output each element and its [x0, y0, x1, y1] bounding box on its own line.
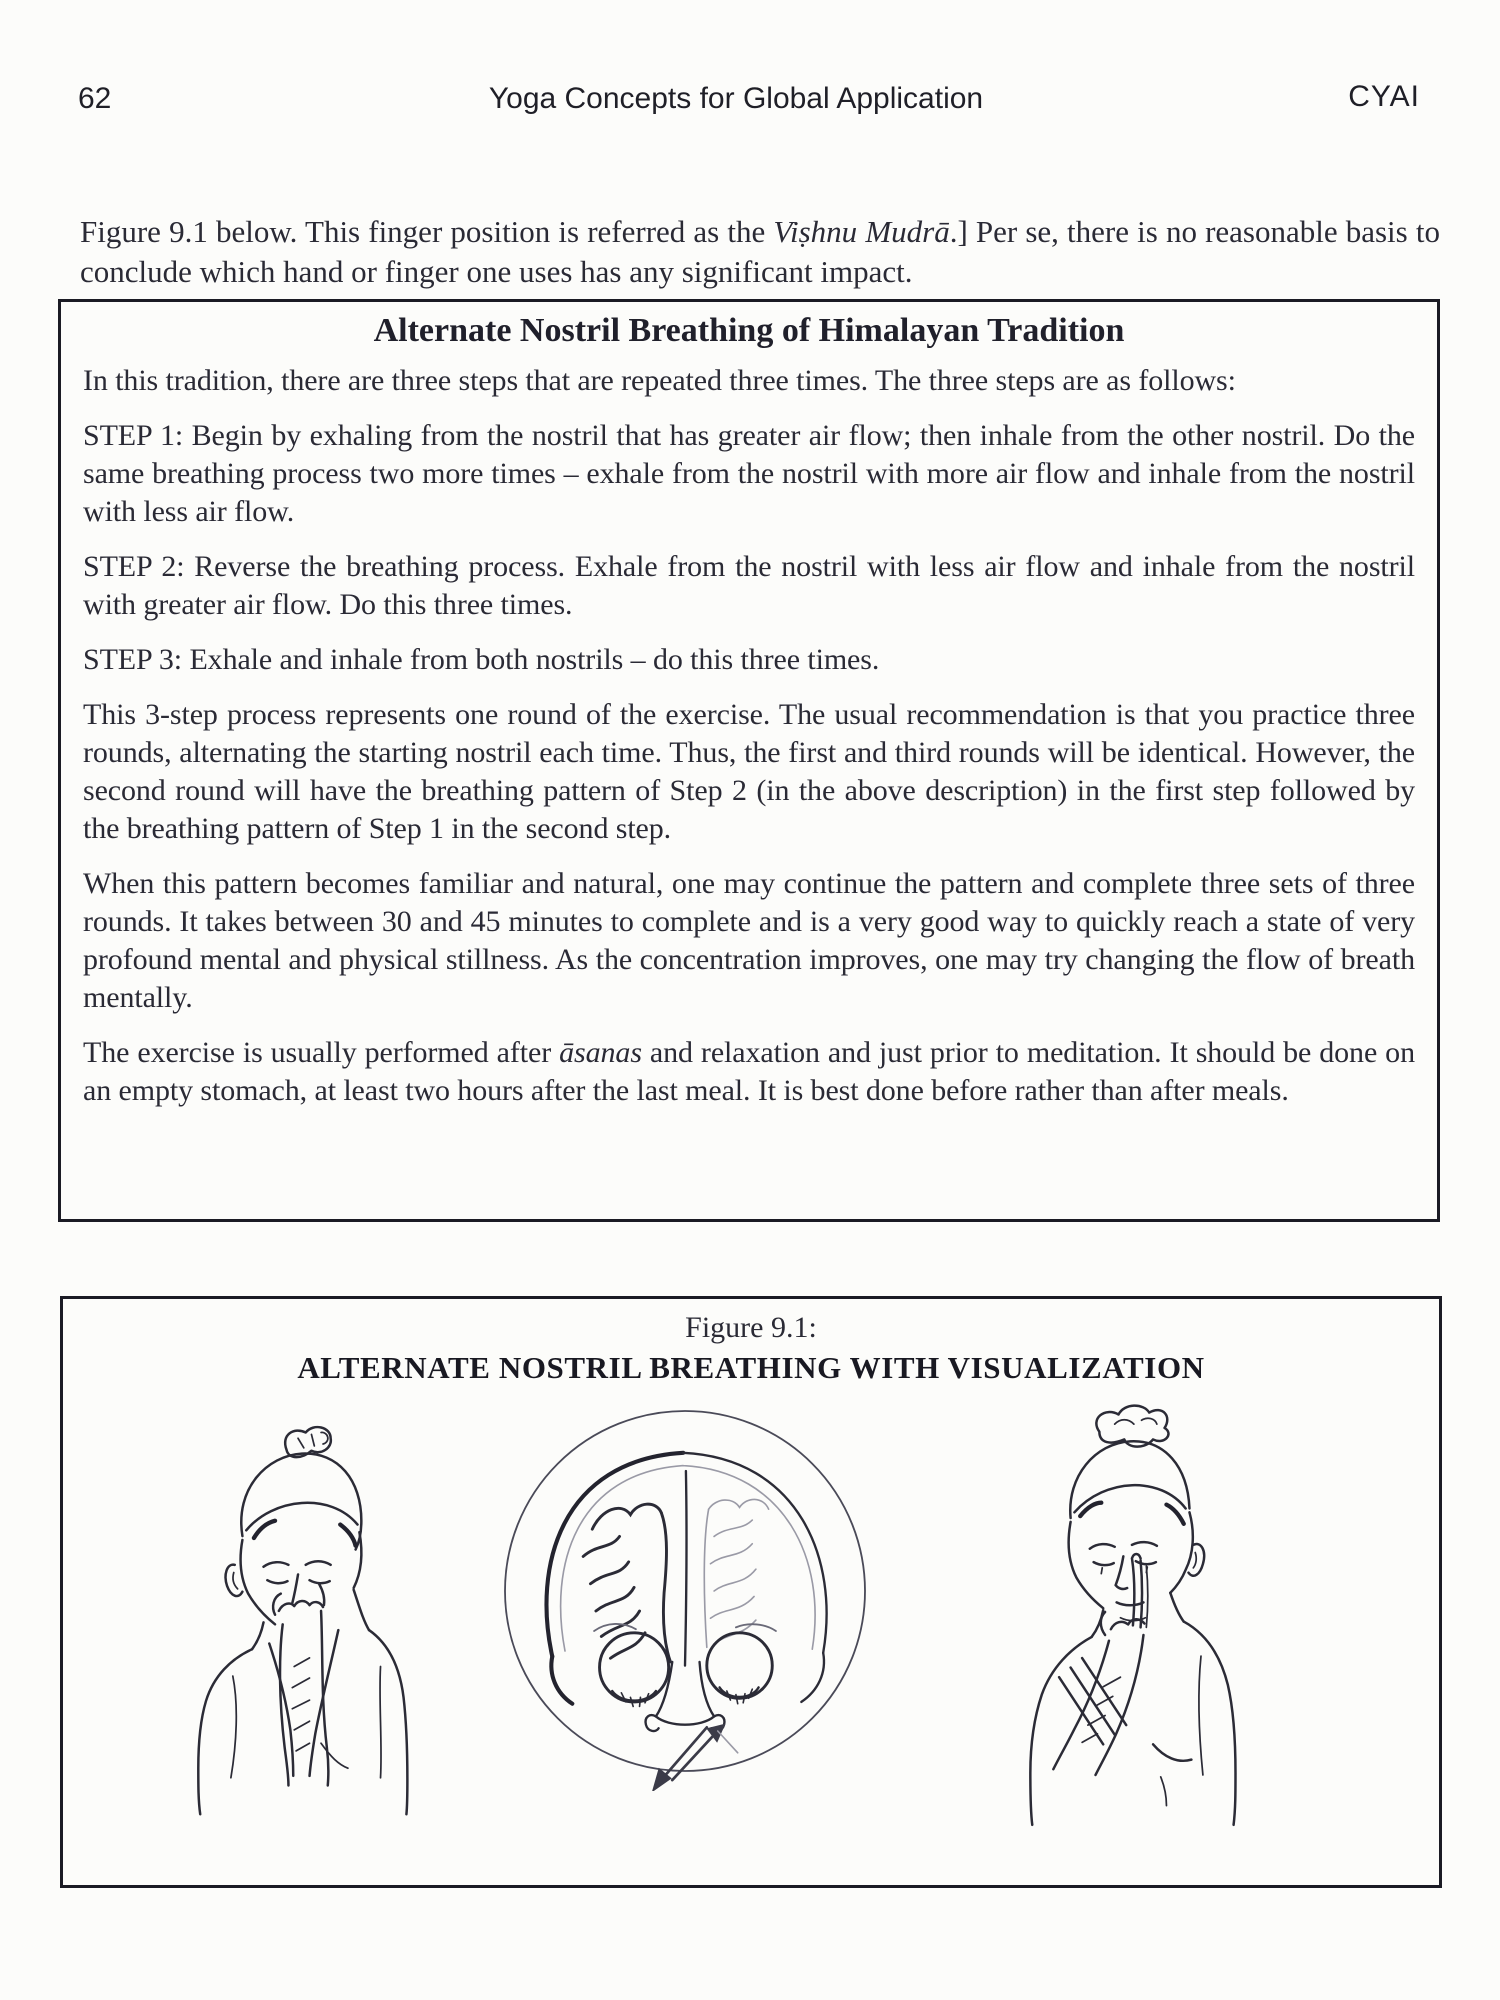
box-paragraph-step2: STEP 2: Reverse the breathing process. Exhale from the nostril with less air flow and inhale from the nostril with greater air flow. Do this three times. — [83, 550, 1415, 621]
right-practitioner-illustration — [1011, 1403, 1251, 1844]
box-paragraph-intro: In this tradition, there are three steps that are repeated three times. The three steps are as follows: — [83, 364, 1236, 397]
box-title: Alternate Nostril Breathing of Himalayan Tradition — [373, 312, 1125, 349]
box-paragraph-sets: When this pattern becomes familiar and natural, one may continue the pattern and complete three sets of three rounds. It takes between 30 and 45 minutes to complete and is a very good way to quickly reach a state of very profound mental and physical stillness. As the concentration improves, one may try changing the flow of breath mentally. — [83, 867, 1415, 1014]
corner-label: CYAI — [1348, 80, 1420, 113]
box-paragraph-timing: The exercise is usually performed after āsanas and relaxation and just prior to meditation. It should be done on an empty stomach, at least two hours after the last meal. It is best done before rather than after meals. — [83, 1036, 1415, 1107]
brain-visualization-illustration — [485, 1391, 885, 1791]
page-header — [0, 82, 1500, 122]
left-practitioner-illustration — [179, 1421, 419, 1843]
figure-box — [60, 1296, 1442, 1888]
box-paragraph-rounds: This 3-step process represents one round of the exercise. The usual recommendation is that you practice three rounds, alternating the starting nostril each time. Thus, the first and third rounds will be identical. However, the second round will have the breathing pattern of Step 2 (in the above description) in the first step followed by the breathing pattern of Step 1 in the second step. — [83, 698, 1415, 845]
intro-paragraph: Figure 9.1 below. This finger position is referred as the Viṣhnu Mudrā.] Per se, there is no reasonable basis to conclude which hand or finger one uses has any significant impact. — [80, 214, 1440, 289]
box-paragraph-step3: STEP 3: Exhale and inhale from both nostrils – do this three times. — [83, 643, 880, 676]
practitioner-left-hand-vishnu-mudra-sketch — [1011, 1403, 1251, 1844]
page-number: 62 — [78, 82, 112, 115]
box-paragraph-step1: STEP 1: Begin by exhaling from the nostril that has greater air flow; then inhale from the other nostril. Do the same breathing process two more times – exhale from the nostril with more air flow and inhale from the nostril with less air flow. — [83, 419, 1415, 528]
tradition-text-box — [58, 299, 1440, 1222]
figure-caption: Figure 9.1: — [685, 1311, 817, 1344]
practitioner-right-hand-vishnu-mudra-sketch — [179, 1421, 419, 1843]
figure-title: ALTERNATE NOSTRIL BREATHING WITH VISUALIZATION — [297, 1350, 1205, 1385]
head-cross-section-brain-eyes-breath-arrows-sketch — [485, 1391, 885, 1791]
book-title: Yoga Concepts for Global Application — [488, 82, 984, 115]
